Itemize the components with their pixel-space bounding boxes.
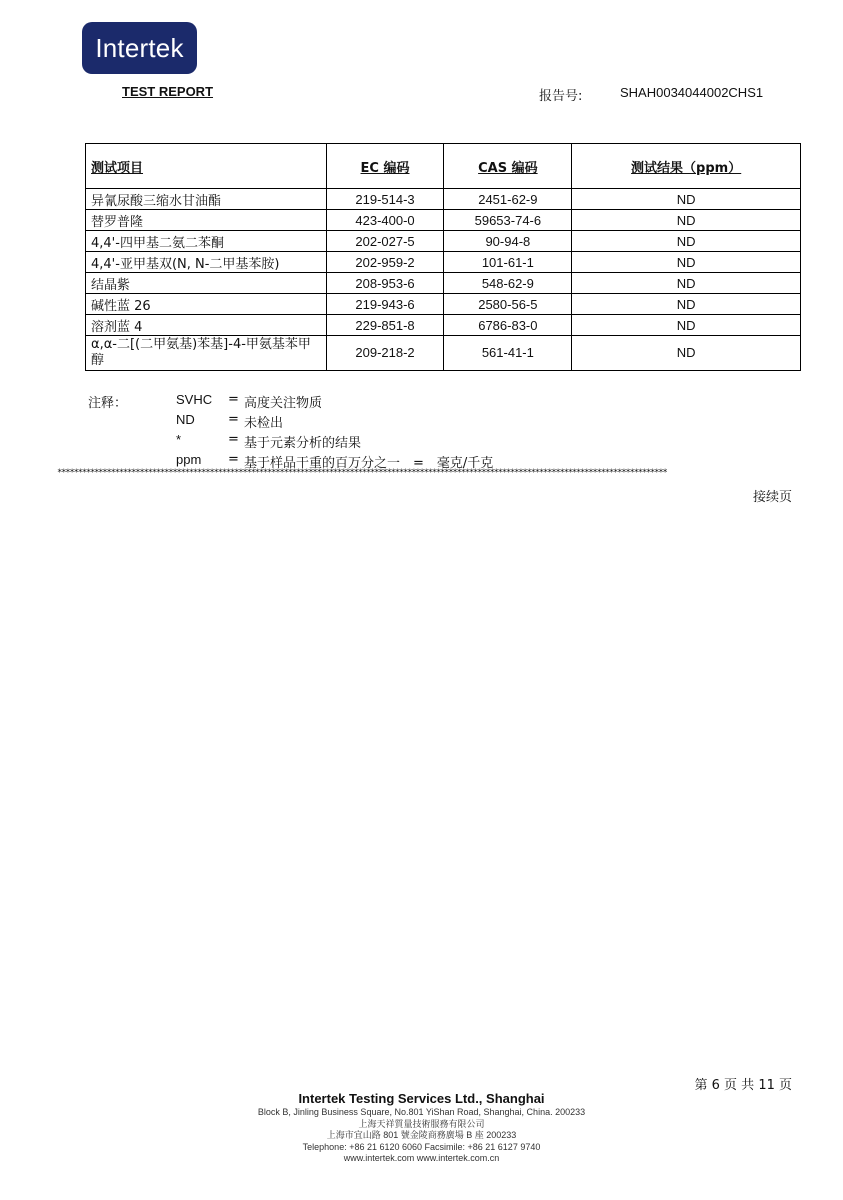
footer-address-cn: 上海市宜山路 801 號金陵商務廣場 B 座 200233 <box>326 1130 517 1140</box>
cell-cas: 6786-83-0 <box>444 315 572 336</box>
report-number-label: 报告号: <box>539 89 583 104</box>
header-test-item: 测试项目 <box>86 144 327 189</box>
note-equals: = <box>228 452 239 467</box>
cell-item: 替罗普隆 <box>86 210 327 231</box>
cell-item: 异氰尿酸三缩水甘油酯 <box>86 189 327 210</box>
cell-cas: 2451-62-9 <box>444 189 572 210</box>
cell-cas: 548-62-9 <box>444 273 572 294</box>
report-title: TEST REPORT <box>122 84 214 99</box>
separator-line: **************************************************************************************************************************************************** <box>57 468 667 478</box>
table-header-row <box>86 144 801 189</box>
cell-cas: 90-94-8 <box>444 231 572 252</box>
intertek-logo: Intertek <box>82 22 197 74</box>
cell-item: 溶剂蓝 4 <box>86 315 327 336</box>
table-row <box>86 315 801 336</box>
header-ec-number: EC 编码 <box>326 144 444 189</box>
table-row <box>86 210 801 231</box>
cell-result: ND <box>572 231 801 252</box>
note-abbr: ND <box>176 412 195 427</box>
cell-ec: 208-953-6 <box>326 273 444 294</box>
note-definition: 高度关注物质 <box>244 396 323 411</box>
cell-cas: 561-41-1 <box>444 336 572 371</box>
table-row <box>86 189 801 210</box>
note-definition: 基于样品干重的百万分之一 = 毫克/千克 <box>244 456 494 471</box>
cell-result: ND <box>572 210 801 231</box>
cell-ec: 202-027-5 <box>326 231 444 252</box>
table-row <box>86 273 801 294</box>
cell-ec: 423-400-0 <box>326 210 444 231</box>
cell-result: ND <box>572 336 801 371</box>
cell-ec: 209-218-2 <box>326 336 444 371</box>
page-number: 第 6 页 共 11 页 <box>694 1078 792 1093</box>
results-table <box>85 143 801 371</box>
cell-ec: 219-514-3 <box>326 189 444 210</box>
cell-item: 碱性蓝 26 <box>86 294 327 315</box>
note-abbr: ppm <box>176 452 202 467</box>
footer-phone: Telephone: +86 21 6120 6060 Facsimile: +86 21 6127 9740 <box>302 1141 541 1152</box>
cell-result: ND <box>572 189 801 210</box>
cell-item: 结晶紫 <box>86 273 327 294</box>
cell-ec: 219-943-6 <box>326 294 444 315</box>
report-number: SHAH0034044002CHS1 <box>620 85 764 100</box>
cell-cas: 59653-74-6 <box>444 210 572 231</box>
header-cas-number: CAS 编码 <box>444 144 572 189</box>
cell-item: α,α-二[(二甲氨基)苯基]-4-甲氨基苯甲醇 <box>86 336 327 371</box>
table-row <box>86 336 801 371</box>
cell-item: 4,4'-四甲基二氨二苯酮 <box>86 231 327 252</box>
cell-cas: 101-61-1 <box>444 252 572 273</box>
note-definition: 基于元素分析的结果 <box>244 436 362 451</box>
notes-label: 注释： <box>88 396 128 411</box>
cell-result: ND <box>572 294 801 315</box>
header-result: 测试结果（ppm） <box>572 144 801 189</box>
footer <box>0 1091 843 1165</box>
note-definition: 未检出 <box>244 416 284 431</box>
note-abbr: * <box>176 432 182 447</box>
table-row <box>86 231 801 252</box>
note-equals: = <box>228 432 239 447</box>
table-row <box>86 252 801 273</box>
footer-company: Intertek Testing Services Ltd., Shanghai <box>298 1091 545 1106</box>
cell-ec: 229-851-8 <box>326 315 444 336</box>
cell-result: ND <box>572 252 801 273</box>
note-equals: = <box>228 412 239 427</box>
footer-company-cn: 上海天祥質量技術服務有限公司 <box>358 1118 485 1129</box>
table-row <box>86 294 801 315</box>
cell-item: 4,4'-亚甲基双(N, N-二甲基苯胺) <box>86 252 327 273</box>
cell-result: ND <box>572 273 801 294</box>
continued-label: 接续页 <box>752 490 792 505</box>
note-abbr: SVHC <box>176 392 213 407</box>
note-equals: = <box>228 392 239 407</box>
cell-ec: 202-959-2 <box>326 252 444 273</box>
cell-cas: 2580-56-5 <box>444 294 572 315</box>
footer-web: www.intertek.com www.intertek.com.cn <box>343 1153 500 1163</box>
footer-address-en: Block B, Jinling Business Square, No.801 YiShan Road, Shanghai, China. 200233 <box>257 1107 586 1117</box>
cell-result: ND <box>572 315 801 336</box>
